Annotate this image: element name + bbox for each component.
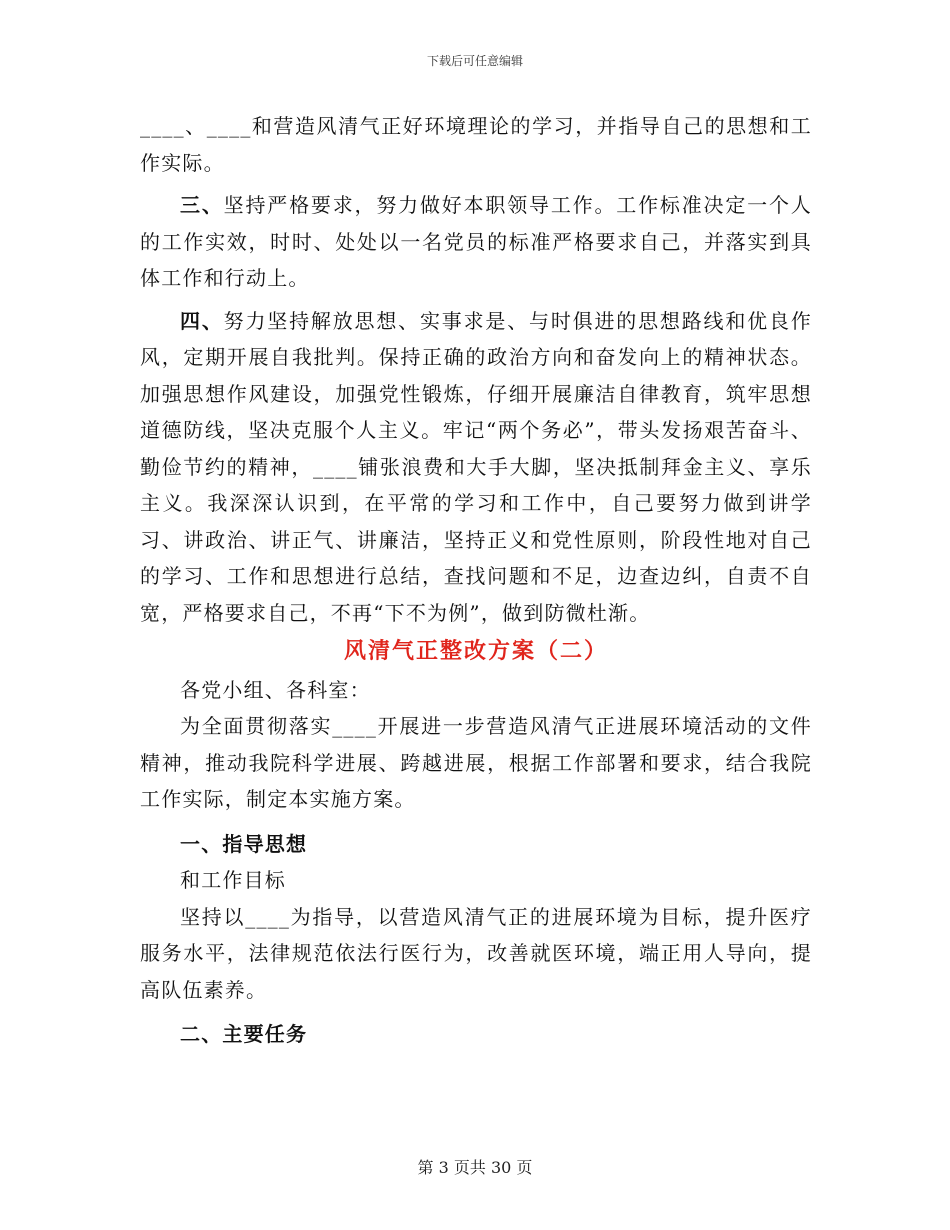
paragraph-guiding-content: 坚持以____为指导，以营造风清气正的进展环境为目标，提升医疗服务水平，法律规范依法行医行为，改善就医环境，端正用人导向，提高队伍素养。 [140, 904, 812, 1002]
section-three-text: 坚持严格要求，努力做好本职领导工作。工作标准决定一个人的工作实效，时时、处处以一名党员的标准严格要求自己，并落实到具体工作和行动上。 [140, 193, 812, 290]
paragraph-continuation: ____、____和营造风清气正好环境理论的学习，并指导自己的思想和工作实际。 [140, 114, 812, 175]
document-title: 风清气正整改方案（二） [343, 638, 608, 664]
page-header-note: 下载后可任意编辑 [426, 54, 523, 68]
section-four-number: 四、 [180, 308, 224, 333]
paragraph-work-goal-label: 和工作目标 [180, 868, 286, 892]
document-body [140, 108, 812, 1053]
section-three-number: 三、 [180, 193, 224, 217]
paragraph-section-three [140, 187, 812, 297]
page-footer-number: 第 3 页共 30 页 [417, 1158, 533, 1177]
heading-main-tasks: 二、主要任务 [180, 1022, 308, 1046]
salutation: 各党小组、各科室： [180, 677, 371, 702]
heading-guiding-thought: 一、指导思想 [180, 831, 308, 856]
section-four-text: 努力坚持解放思想、实事求是、与时俱进的思想路线和优良作风，定期开展自我批判。保持正确的政治方向和奋发向上的精神状态。加强思想作风建设，加强党性锻炼，仔细开展廉洁自律教育，筑牢思想道德防线，坚决克服个人主义。牢记“两个务必”，带头发扬艰苦奋斗、勤俭节约的精神，____铺张浪费和大手大脚，坚决抵制拜金主义、享乐主义。我深深认识到，在平常的学习和工作中，自己要努力做到讲学习、讲政治、讲正气、讲廉洁，坚持正义和党性原则，阶段性地对自己的学习、工作和思想进行总结，查找问题和不足，边查边纠，自责不自宽，严格要求自己，不再“下不为例”，做到防微杜渐。 [140, 308, 812, 625]
paragraph-section-four [140, 303, 812, 632]
paragraph-intro: 为全面贯彻落实____开展进一步营造风清气正进展环境活动的文件精神，推动我院科学进展、跨越进展，根据工作部署和要求，结合我院工作实际，制定本实施方案。 [140, 714, 812, 811]
